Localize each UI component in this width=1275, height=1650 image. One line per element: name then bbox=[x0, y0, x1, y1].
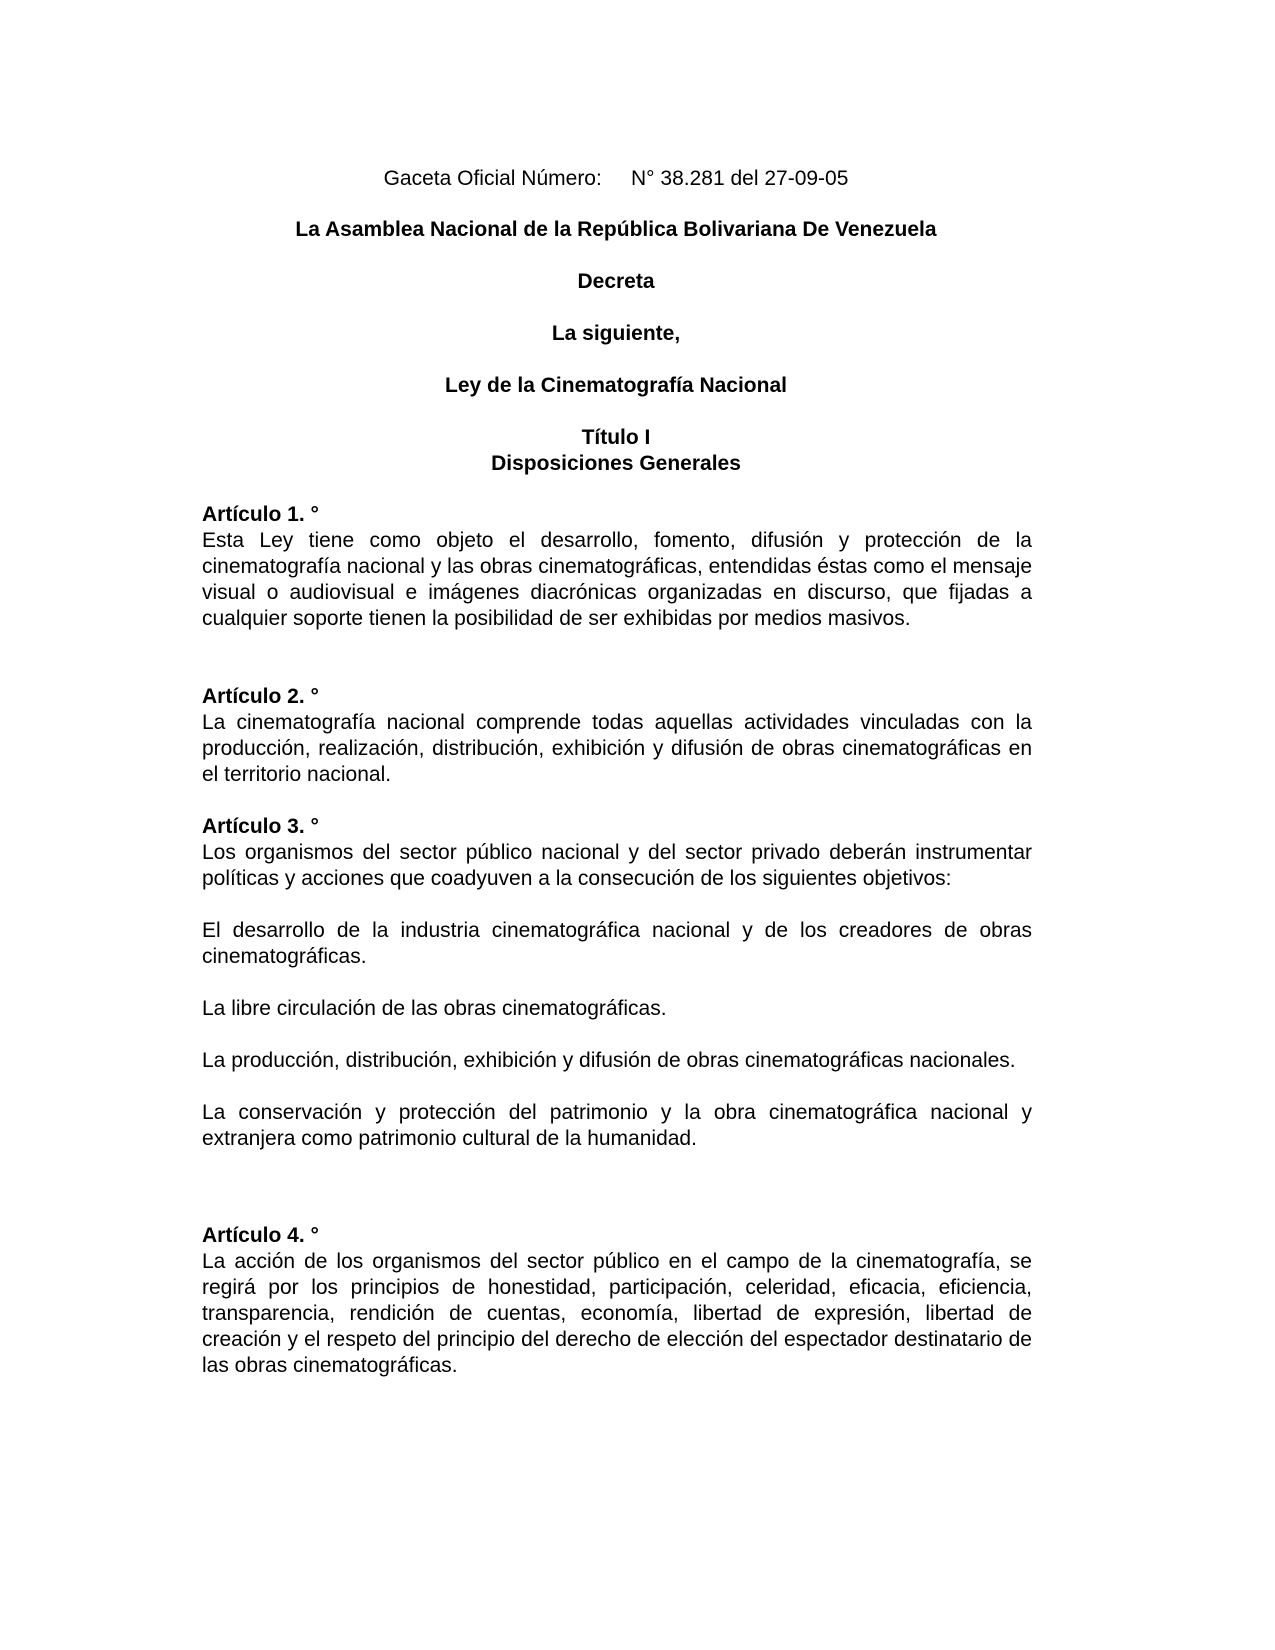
objective-item: El desarrollo de la industria cinematográfica nacional y de los creadores de obras cinematográficas. bbox=[202, 919, 1032, 968]
gaceta-line bbox=[0, 166, 1232, 192]
titulo-name: Disposiciones Generales bbox=[491, 452, 741, 475]
article-paragraph: Los organismos del sector público nacional y del sector privado deberán instrumentar políticas y acciones que coadyuven a la consecución de los siguientes objetivos: bbox=[202, 841, 1032, 890]
law-title: Ley de la Cinematografía Nacional bbox=[445, 374, 787, 397]
article-3 bbox=[202, 814, 1032, 1152]
objective-item: La libre circulación de las obras cinematográficas. bbox=[202, 997, 667, 1020]
gaceta-number: N° 38.281 del 27-09-05 bbox=[631, 167, 849, 190]
article-1 bbox=[202, 502, 1032, 632]
titulo-number: Título I bbox=[581, 426, 651, 449]
article-heading: Artículo 1. ° bbox=[202, 503, 319, 526]
objective-item: La producción, distribución, exhibición y difusión de obras cinematográficas nacionales. bbox=[202, 1049, 1016, 1072]
article-4 bbox=[202, 1223, 1032, 1379]
article-paragraph: Esta Ley tiene como objeto el desarrollo, fomento, difusión y protección de la cinematografía nacional y las obras cinematográficas, entendidas éstas como el mensaje visual o audiovisual e imágenes diacrónicas organizadas en discurso, que fijadas a cualquier soporte tienen la posibilidad de ser exhibidas por medios masivos. bbox=[202, 529, 1032, 630]
objective-item: La conservación y protección del patrimonio y la obra cinematográfica nacional y extranjera como patrimonio cultural de la humanidad. bbox=[202, 1101, 1032, 1150]
assembly-heading: La Asamblea Nacional de la República Bolivariana De Venezuela bbox=[295, 218, 937, 241]
decreta-heading: Decreta bbox=[577, 270, 655, 293]
article-paragraph: La cinematografía nacional comprende todas aquellas actividades vinculadas con la producción, realización, distribución, exhibición y difusión de obras cinematográficas en el territorio nacional. bbox=[202, 711, 1032, 786]
article-heading: Artículo 4. ° bbox=[202, 1224, 319, 1247]
article-paragraph: La acción de los organismos del sector público en el campo de la cinematografía, se regirá por los principios de honestidad, participación, celeridad, eficacia, eficiencia, transparencia, rendición de cuentas, economía, libertad de expresión, libertad de creación y el respeto del principio del derecho de elección del espectador destinatario de las obras cinematográficas. bbox=[202, 1250, 1032, 1377]
article-2 bbox=[202, 684, 1032, 788]
gaceta-label: Gaceta Oficial Número: bbox=[383, 167, 602, 190]
article-heading: Artículo 2. ° bbox=[202, 685, 319, 708]
article-heading: Artículo 3. ° bbox=[202, 815, 319, 838]
siguiente-heading: La siguiente, bbox=[551, 322, 681, 345]
